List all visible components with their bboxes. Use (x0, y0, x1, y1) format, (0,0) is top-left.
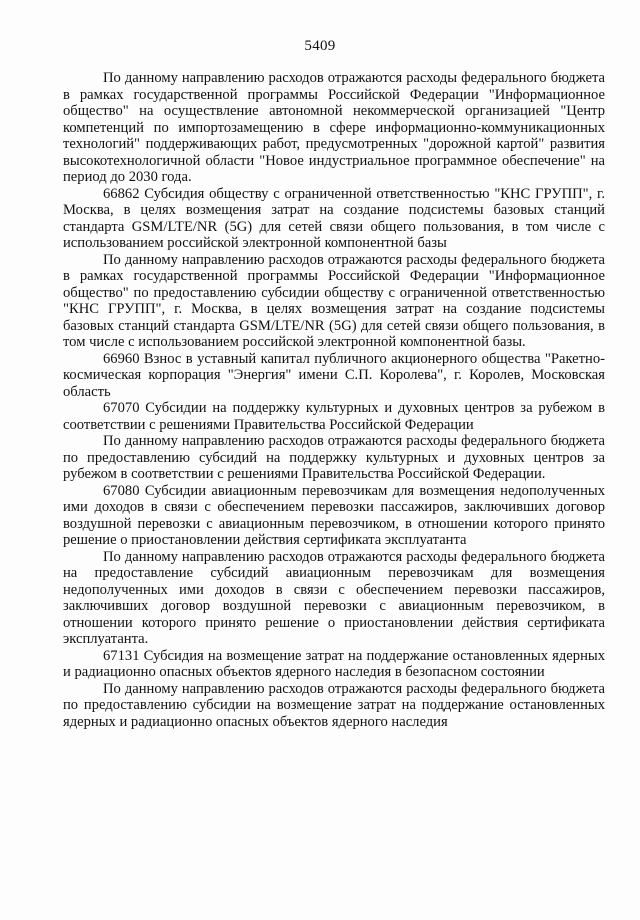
paragraph-9-code-67131: 67131 Субсидия на возмещение затрат на поддержание остановленных ядерных и радиационно опасных объектов ядерного наследия в безопасном состоянии (63, 647, 605, 680)
paragraph-4-code-66960: 66960 Взнос в уставный капитал публичного акционерного общества "Ракетно-космическая корпорация "Энергия" имени С.П. Королева", г. Королев, Московская область (63, 350, 605, 400)
paragraph-1: По данному направлению расходов отражаются расходы федерального бюджета в рамках государственной программы Российской Федерации "Информационное общество" на осуществление автономной некоммерческой организацией "Центр компетенций по импортозамещению в сфере информационно-коммуникационных технологий" поддерживающих работ, предусмотренных "дорожной картой" развития высокотехнологичной области "Новое индустриальное программное обеспечение" на период до 2030 года. (63, 70, 605, 185)
document-body (63, 70, 605, 730)
paragraph-5-code-67070: 67070 Субсидии на поддержку культурных и духовных центров за рубежом в соответствии с решениями Правительства Российской Федерации (63, 400, 605, 433)
paragraph-8: По данному направлению расходов отражаются расходы федерального бюджета на предоставление субсидий авиационным перевозчикам для возмещения недополученных ими доходов в связи с обеспечением перевозки пассажиров, заключивших договор воздушной перевозки с авиационным перевозчиком, в отношении которого принято решение о приостановлении действия сертификата эксплуатанта. (63, 548, 605, 647)
paragraph-3: По данному направлению расходов отражаются расходы федерального бюджета в рамках государственной программы Российской Федерации "Информационное общество" по предоставлению субсидии обществу с ограниченной ответственностью "КНС ГРУПП", г. Москва, в целях возмещения затрат на создание подсистемы базовых станций стандарта GSM/LTE/NR (5G) для сетей связи общего пользования, в том числе с использованием российской электронной компонентной базы. (63, 251, 605, 350)
paragraph-7-code-67080: 67080 Субсидии авиационным перевозчикам для возмещения недополученных ими доходов в связи с обеспечением перевозки пассажиров, заключивших договор воздушной перевозки с авиационным перевозчиком, в отношении которого принято решение о приостановлении действия сертификата эксплуатанта (63, 482, 605, 548)
paragraph-2-code-66862: 66862 Субсидия обществу с ограниченной ответственностью "КНС ГРУПП", г. Москва, в целях возмещения затрат на создание подсистемы базовых станций стандарта GSM/LTE/NR (5G) для сетей связи общего пользования, в том числе с использованием российской электронной компонентной базы (63, 185, 605, 251)
page-number: 5409 (304, 38, 336, 54)
paragraph-10: По данному направлению расходов отражаются расходы федерального бюджета по предоставлению субсидии на возмещение затрат на поддержание остановленных ядерных и радиационно опасных объектов ядерного наследия (63, 680, 605, 730)
paragraph-6: По данному направлению расходов отражаются расходы федерального бюджета по предоставлению субсидий на поддержку культурных и духовных центров за рубежом в соответствии с решениями Правительства Российской Федерации. (63, 433, 605, 482)
